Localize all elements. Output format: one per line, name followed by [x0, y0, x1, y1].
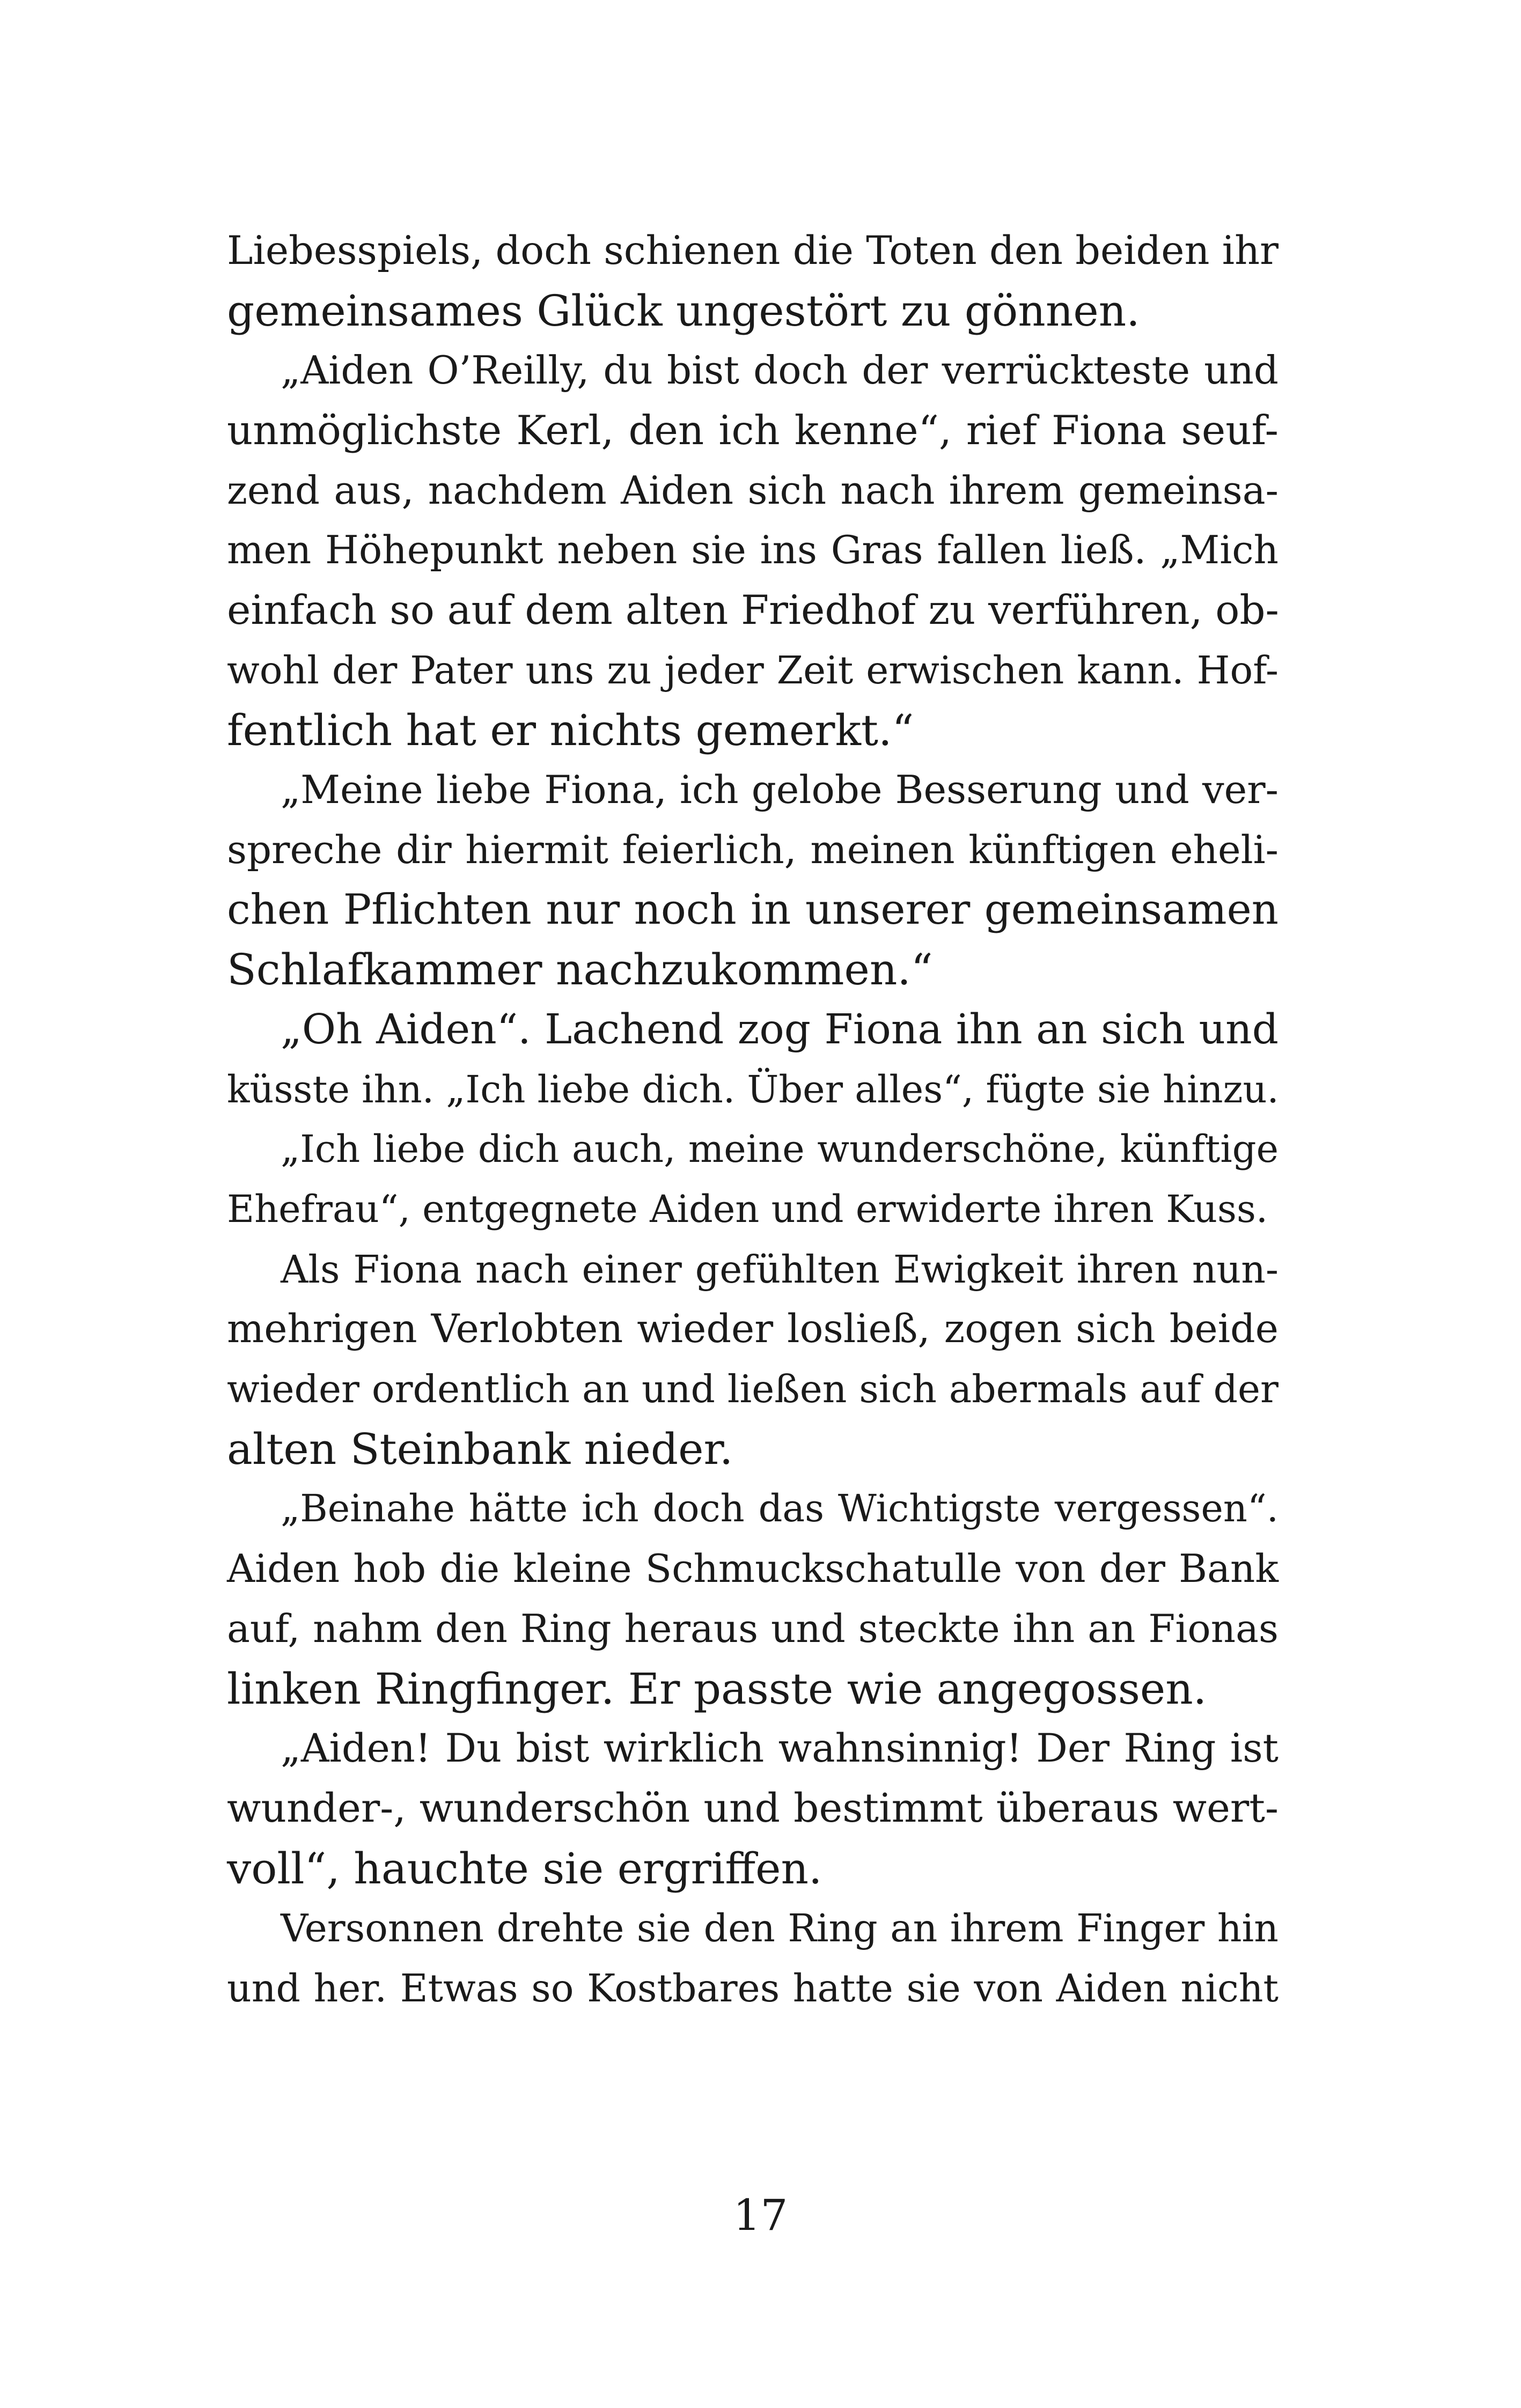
- text-line: „Aiden! Du bist wirklich wahnsinnig! Der Ring ist: [281, 1726, 1278, 1772]
- text-line: und her. Etwas so Kostbares hatte sie von Aiden nicht: [227, 1965, 1278, 2011]
- text-line: „Aiden O’Reilly, du bist doch der verrückteste und: [281, 348, 1278, 393]
- text-line: Als Fiona nach einer gefühlten Ewigkeit ihren nun-: [281, 1247, 1278, 1292]
- text-line: „Ich liebe dich auch, meine wunderschöne, künftige: [281, 1127, 1278, 1172]
- text-line: Liebesspiels, doch schienen die Toten den beiden ihr: [227, 228, 1278, 274]
- text-line: küsste ihn. „Ich liebe dich. Über alles“, fügte sie hinzu.: [227, 1067, 1279, 1111]
- text-line: Aiden hob die kleine Schmuckschatulle von der Bank: [227, 1546, 1278, 1592]
- text-line: wohl der Pater uns zu jeder Zeit erwischen kann. Hof-: [227, 647, 1278, 693]
- text-line: Versonnen drehte sie den Ring an ihrem Finger hin: [281, 1906, 1278, 1951]
- page-number: 17: [733, 2190, 788, 2240]
- text-line: Ehefrau“, entgegnete Aiden und erwiderte ihren Kuss.: [227, 1187, 1268, 1231]
- text-line: alten Steinbank nieder.: [227, 1424, 733, 1474]
- text-line: Schlafkammer nachzukommen.“: [227, 945, 933, 995]
- text-line: fentlich hat er nichts gemerkt.“: [227, 705, 914, 755]
- text-line: chen Pflichten nur noch in unserer gemeinsamen: [227, 885, 1278, 934]
- text-line: wunder-, wunderschön und bestimmt überaus wert-: [227, 1785, 1278, 1831]
- text-line: „Meine liebe Fiona, ich gelobe Besserung und ver-: [281, 767, 1278, 813]
- text-line: einfach so auf dem alten Friedhof zu verführen, ob-: [227, 586, 1279, 634]
- text-line: auf, nahm den Ring heraus und steckte ihn an Fionas: [227, 1606, 1278, 1651]
- text-line: gemeinsames Glück ungestört zu gönnen.: [227, 285, 1140, 336]
- text-line: voll“, hauchte sie ergriffen.: [227, 1843, 822, 1894]
- text-line: zend aus, nachdem Aiden sich nach ihrem gemeinsa-: [227, 467, 1278, 513]
- text-line: spreche dir hiermit feierlich, meinen künftigen eheli-: [227, 827, 1278, 872]
- text-line: „Beinahe hätte ich doch das Wichtigste vergessen“.: [281, 1486, 1278, 1531]
- text-line: wieder ordentlich an und ließen sich abermals auf der: [227, 1367, 1278, 1412]
- text-line: linken Ringfinger. Er passte wie angegossen.: [227, 1663, 1207, 1714]
- text-line: men Höhepunkt neben sie ins Gras fallen ließ. „Mich: [227, 527, 1278, 573]
- text-line: mehrigen Verlobten wieder losließ, zogen sich beide: [227, 1306, 1278, 1352]
- text-line: „Oh Aiden“. Lachend zog Fiona ihn an sich und: [281, 1005, 1278, 1054]
- text-line: unmöglichste Kerl, den ich kenne“, rief Fiona seuf-: [227, 407, 1278, 454]
- body-text: [227, 221, 1278, 2019]
